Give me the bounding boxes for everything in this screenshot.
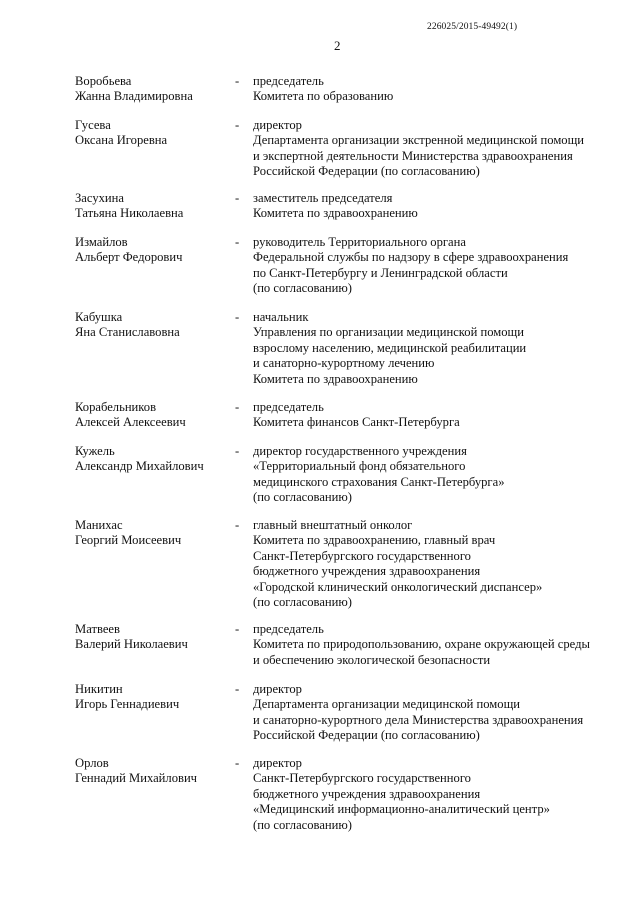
- role-line: главный внештатный онколог: [253, 518, 413, 532]
- member-role: [253, 756, 623, 833]
- role-line: и санаторно-курортного дела Министерства здравоохранения: [253, 712, 584, 727]
- member-surname: Корабельников: [75, 400, 157, 414]
- separator-dash: -: [235, 191, 240, 205]
- role-line: Комитета по здравоохранению, главный врач: [253, 533, 496, 548]
- role-line: по Санкт-Петербургу и Ленинградской области: [253, 265, 508, 280]
- member-given-name: Алексей Алексеевич: [75, 415, 186, 430]
- role-line: (по согласованию): [253, 281, 353, 296]
- role-line: Департамента организации экстренной медицинской помощи: [253, 133, 585, 148]
- member-given-name: Геннадий Михайлович: [75, 771, 198, 786]
- separator-dash: -: [235, 682, 240, 696]
- role-line: и обеспечению экологической безопасности: [253, 652, 491, 667]
- separator-dash: -: [235, 235, 240, 249]
- member-role: [253, 74, 623, 105]
- separator-dash: -: [235, 756, 240, 770]
- role-line: директор государственного учреждения: [253, 444, 467, 458]
- member-role: [253, 191, 623, 222]
- role-line: заместитель председателя: [253, 191, 393, 205]
- member-name: [75, 444, 235, 475]
- member-role: [253, 622, 623, 668]
- member-name: [75, 518, 235, 549]
- role-line: и экспертной деятельности Министерства здравоохранения: [253, 148, 573, 163]
- role-line: бюджетного учреждения здравоохранения: [253, 564, 481, 579]
- member-name: [75, 682, 235, 713]
- role-line: Департамента организации медицинской помощи: [253, 697, 521, 712]
- separator-dash: -: [235, 118, 240, 132]
- member-role: [253, 235, 623, 297]
- member-given-name: Татьяна Николаевна: [75, 206, 184, 221]
- role-line: взрослому населению, медицинской реабилитации: [253, 340, 527, 355]
- role-line: Санкт-Петербургского государственного: [253, 548, 471, 563]
- separator-dash: -: [235, 310, 240, 324]
- member-given-name: Игорь Геннадиевич: [75, 697, 180, 712]
- separator-dash: -: [235, 400, 240, 414]
- role-line: руководитель Территориального органа: [253, 235, 466, 249]
- role-line: бюджетного учреждения здравоохранения: [253, 786, 481, 801]
- member-name: [75, 310, 235, 341]
- member-given-name: Яна Станиславовна: [75, 325, 180, 340]
- role-line: директор: [253, 682, 302, 696]
- role-line: «Городской клинический онкологический диспансер»: [253, 579, 543, 594]
- role-line: председатель: [253, 400, 324, 414]
- role-line: директор: [253, 118, 302, 132]
- member-surname: Орлов: [75, 756, 109, 770]
- separator-dash: -: [235, 518, 240, 532]
- member-surname: Кабушка: [75, 310, 123, 324]
- member-given-name: Оксана Игоревна: [75, 133, 168, 148]
- role-line: Российской Федерации (по согласованию): [253, 164, 480, 179]
- member-name: [75, 622, 235, 653]
- role-line: Комитета финансов Санкт-Петербурга: [253, 415, 460, 430]
- role-line: начальник: [253, 310, 309, 324]
- role-line: Комитета по здравоохранению: [253, 371, 418, 386]
- role-line: Российской Федерации (по согласованию): [253, 728, 480, 743]
- member-surname: Матвеев: [75, 622, 120, 636]
- role-line: Комитета по природопользованию, охране окружающей среды: [253, 637, 590, 652]
- member-surname: Воробьева: [75, 74, 132, 88]
- separator-dash: -: [235, 74, 240, 88]
- member-role: [253, 518, 623, 610]
- role-line: Комитета по образованию: [253, 89, 394, 104]
- member-name: [75, 118, 235, 149]
- member-surname: Засухина: [75, 191, 124, 205]
- member-name: [75, 235, 235, 266]
- role-line: (по согласованию): [253, 817, 353, 832]
- member-name: [75, 756, 235, 787]
- role-line: Управления по организации медицинской помощи: [253, 325, 524, 340]
- member-name: [75, 191, 235, 222]
- role-line: Федеральной службы по надзору в сфере здравоохранения: [253, 250, 569, 265]
- member-name: [75, 74, 235, 105]
- member-role: [253, 118, 623, 180]
- member-surname: Кужель: [75, 444, 115, 458]
- member-given-name: Альберт Федорович: [75, 250, 183, 265]
- member-surname: Манихас: [75, 518, 123, 532]
- role-line: медицинского страхования Санкт-Петербурга»: [253, 474, 505, 489]
- member-given-name: Александр Михайлович: [75, 459, 204, 474]
- role-line: председатель: [253, 622, 324, 636]
- member-role: [253, 444, 623, 506]
- member-surname: Никитин: [75, 682, 123, 696]
- member-given-name: Георгий Моисеевич: [75, 533, 182, 548]
- member-given-name: Жанна Владимировна: [75, 89, 193, 104]
- role-line: (по согласованию): [253, 595, 353, 610]
- member-name: [75, 400, 235, 431]
- page-number: 2: [334, 38, 341, 53]
- role-line: председатель: [253, 74, 324, 88]
- document-id: 226025/2015-49492(1): [427, 22, 518, 32]
- member-surname: Измайлов: [75, 235, 128, 249]
- role-line: Санкт-Петербургского государственного: [253, 771, 471, 786]
- role-line: «Медицинский информационно-аналитический центр»: [253, 802, 550, 817]
- role-line: Комитета по здравоохранению: [253, 206, 418, 221]
- separator-dash: -: [235, 622, 240, 636]
- member-role: [253, 310, 623, 387]
- role-line: директор: [253, 756, 302, 770]
- member-surname: Гусева: [75, 118, 111, 132]
- role-line: (по согласованию): [253, 490, 353, 505]
- separator-dash: -: [235, 444, 240, 458]
- role-line: «Территориальный фонд обязательного: [253, 459, 466, 474]
- member-given-name: Валерий Николаевич: [75, 637, 188, 652]
- role-line: и санаторно-курортному лечению: [253, 356, 435, 371]
- member-role: [253, 682, 623, 744]
- member-role: [253, 400, 623, 431]
